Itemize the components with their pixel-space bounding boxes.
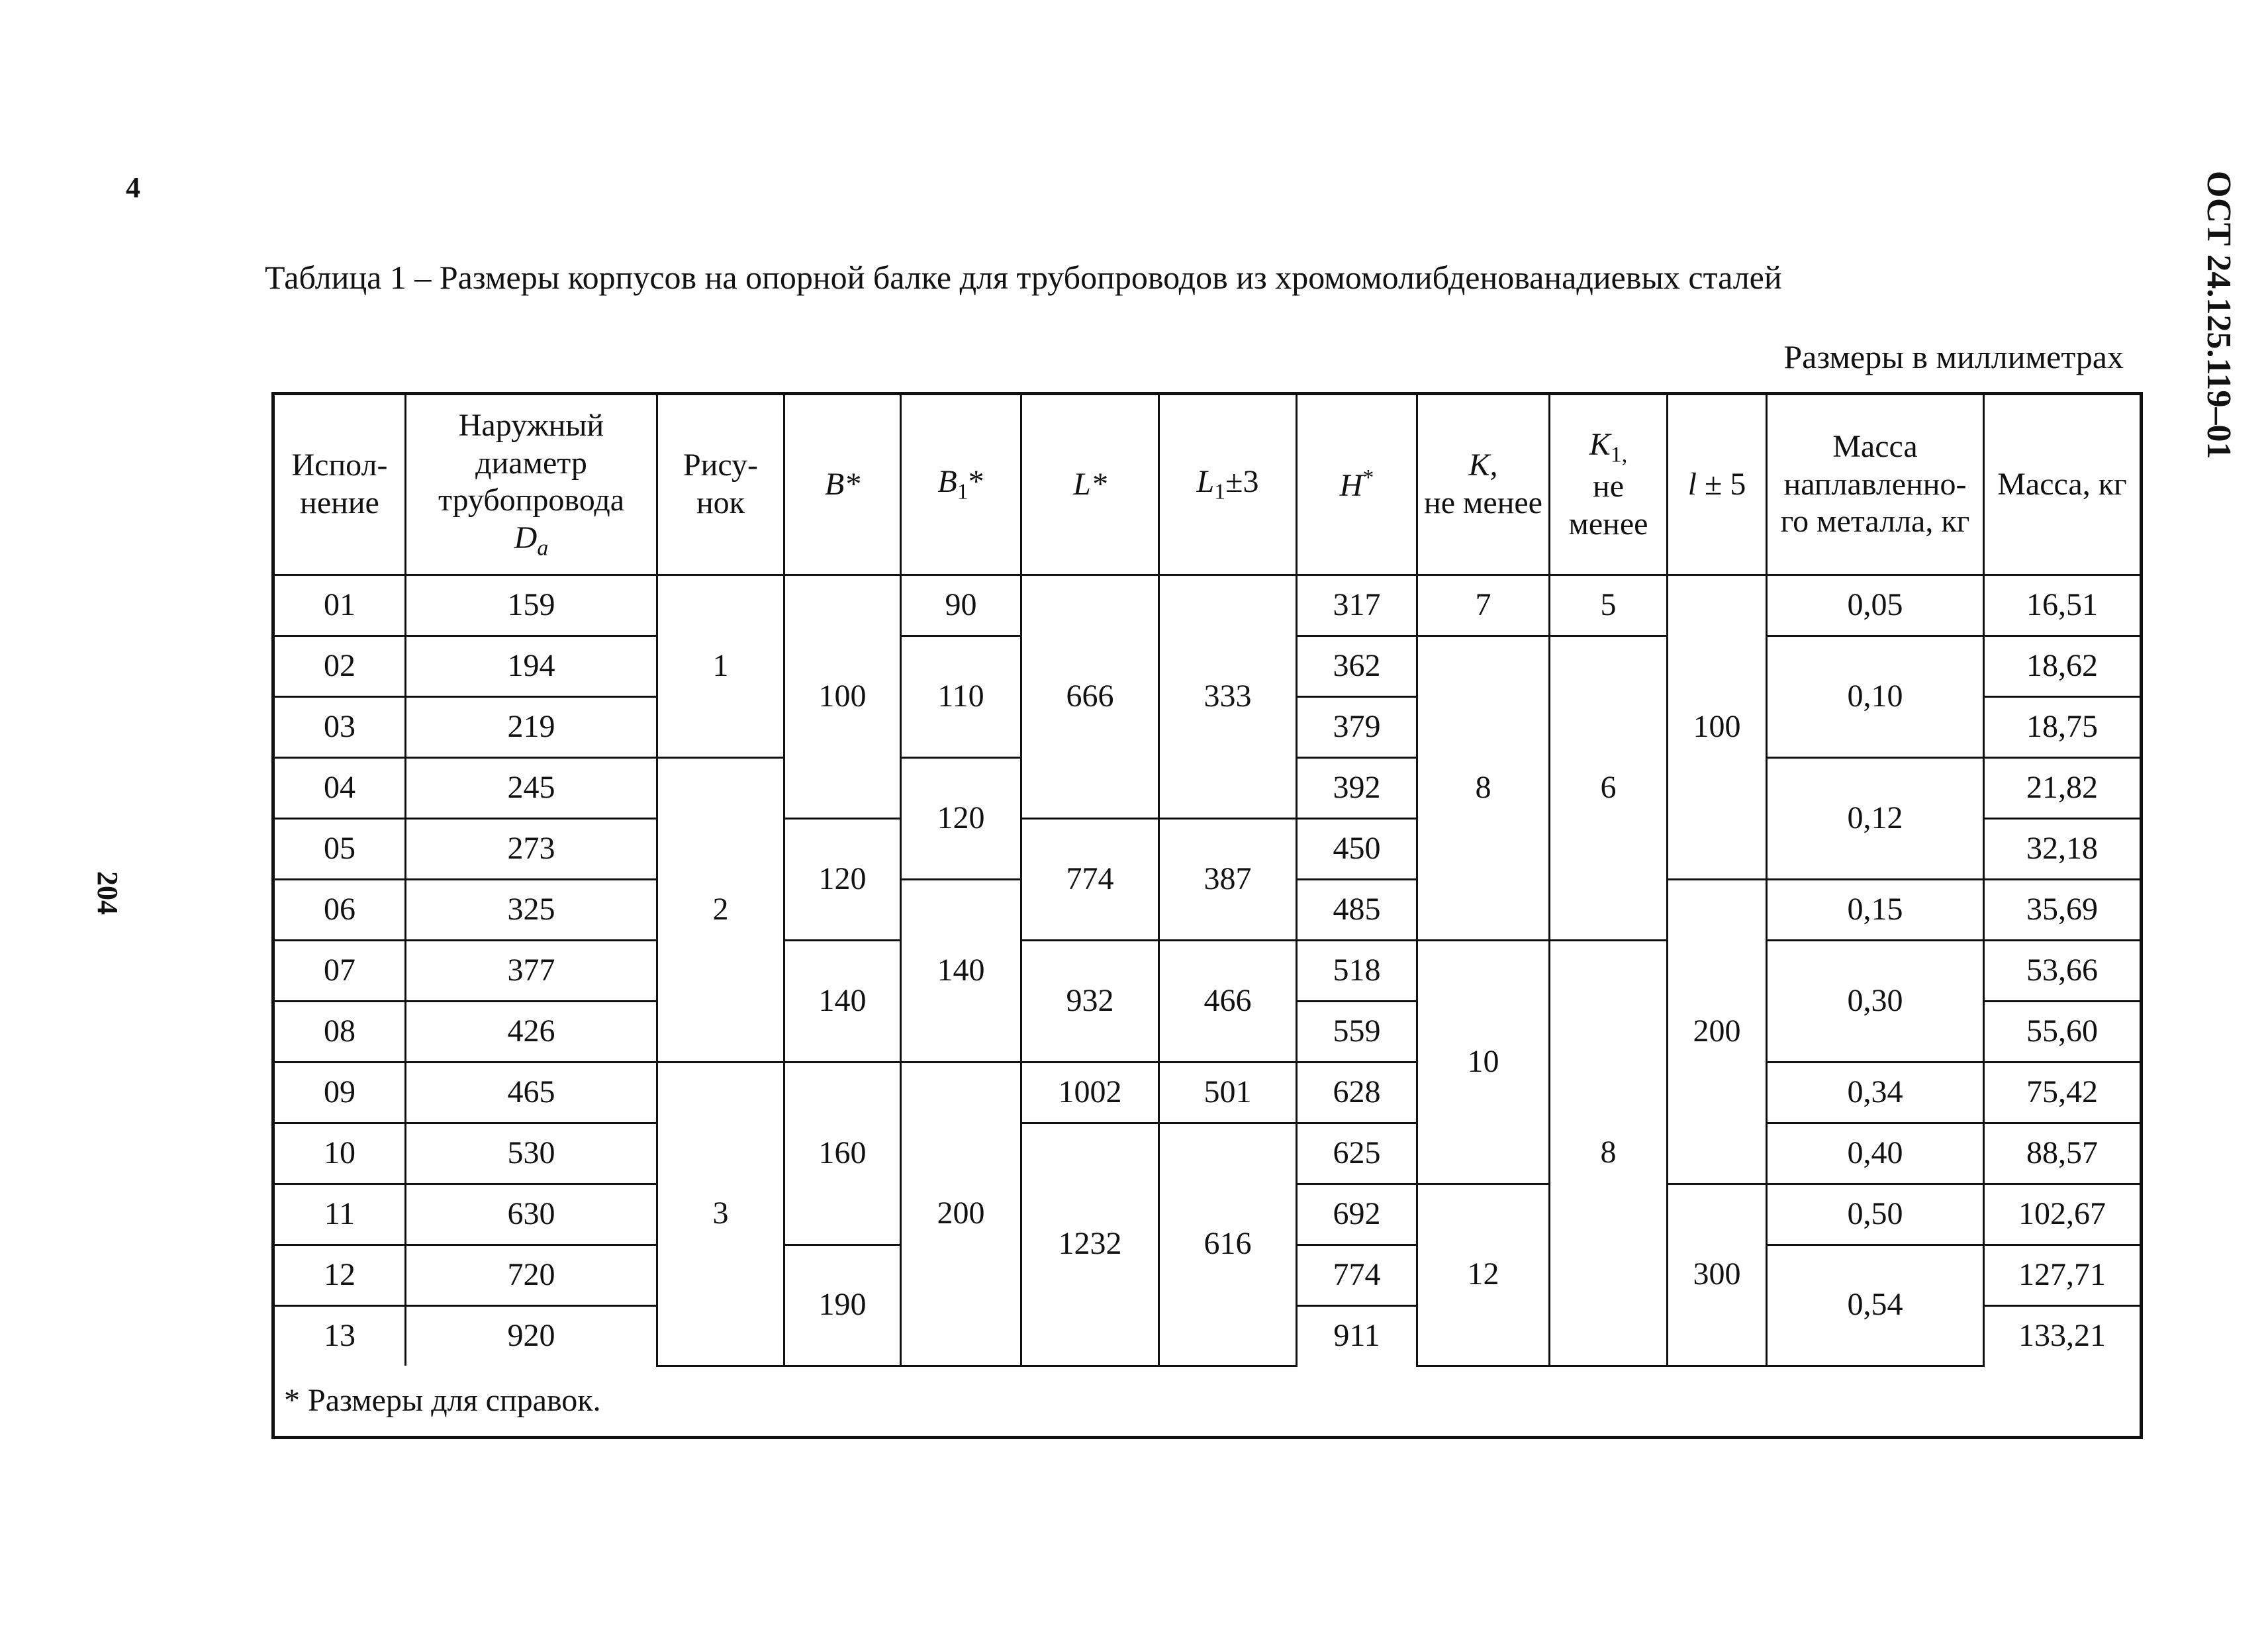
cell-k1: 5: [1550, 575, 1668, 636]
table-row: [273, 1123, 2142, 1184]
cell-k: 10: [1417, 941, 1550, 1184]
header-b: B*: [784, 394, 901, 575]
cell-isp: 12: [273, 1245, 406, 1306]
cell-mass: 32,18: [1984, 819, 2142, 880]
cell-l1: 387: [1159, 819, 1297, 941]
cell-l1: 616: [1159, 1123, 1297, 1366]
cell-mass: 21,82: [1984, 758, 2142, 819]
cell-isp: 13: [273, 1306, 406, 1366]
cell-l1: 501: [1159, 1062, 1297, 1123]
cell-isp: 10: [273, 1123, 406, 1184]
cell-h: 628: [1297, 1062, 1417, 1123]
cell-b1: 120: [901, 758, 1021, 880]
footnote: * Размеры для справок.: [273, 1366, 2142, 1437]
cell-da: 245: [406, 758, 657, 819]
cell-l-small: 200: [1668, 880, 1767, 1184]
cell-b1: 140: [901, 880, 1021, 1062]
cell-isp: 09: [273, 1062, 406, 1123]
cell-h: 450: [1297, 819, 1417, 880]
header-diameter: Наружный диаметр трубопровода $D_a$: [406, 394, 657, 575]
units-note: Размеры в миллиметрах: [1783, 338, 2124, 375]
cell-l: 774: [1021, 819, 1159, 941]
cell-mass-weld: 0,10: [1767, 636, 1984, 758]
cell-mass-weld: 0,54: [1767, 1245, 1984, 1366]
cell-da: 273: [406, 819, 657, 880]
cell-b: 160: [784, 1062, 901, 1245]
cell-l: 1232: [1021, 1123, 1159, 1366]
cell-mass: 102,67: [1984, 1184, 2142, 1245]
cell-mass: 16,51: [1984, 575, 2142, 636]
cell-da: 194: [406, 636, 657, 697]
cell-da: 720: [406, 1245, 657, 1306]
cell-isp: 01: [273, 575, 406, 636]
cell-h: 518: [1297, 941, 1417, 1002]
header-l1: $L_1\pm 3$: [1159, 394, 1297, 575]
cell-mass: 127,71: [1984, 1245, 2142, 1306]
table-caption: Таблица 1 – Размеры корпусов на опорной балке для трубопроводов из хромомолибденованадиевых сталей: [265, 259, 1782, 296]
cell-h: 774: [1297, 1245, 1417, 1306]
cell-b1: 200: [901, 1062, 1021, 1366]
cell-mass: 55,60: [1984, 1002, 2142, 1062]
cell-mass-weld: 0,05: [1767, 575, 1984, 636]
cell-b1: 110: [901, 636, 1021, 758]
cell-mass: 18,62: [1984, 636, 2142, 697]
cell-b: 100: [784, 575, 901, 819]
header-l: L*: [1021, 394, 1159, 575]
cell-mass: 35,69: [1984, 880, 2142, 941]
cell-isp: 03: [273, 697, 406, 758]
page-mark: 4: [126, 171, 140, 204]
cell-isp: 11: [273, 1184, 406, 1245]
cell-mass-weld: 0,40: [1767, 1123, 1984, 1184]
header-mass-weld: Масса наплавленно-го металла, кг: [1767, 394, 1984, 575]
table-container: [271, 392, 2140, 1451]
document-code: ОСТ 24.125.119–01: [2200, 171, 2238, 459]
cell-l-small: 100: [1668, 575, 1767, 880]
cell-l: 666: [1021, 575, 1159, 819]
cell-isp: 02: [273, 636, 406, 697]
cell-da: 377: [406, 941, 657, 1002]
header-l-small: l ± 5: [1668, 394, 1767, 575]
cell-l-small: 300: [1668, 1184, 1767, 1366]
cell-h: 911: [1297, 1306, 1417, 1366]
cell-isp: 06: [273, 880, 406, 941]
cell-da: 920: [406, 1306, 657, 1366]
header-mass: Масса, кг: [1984, 394, 2142, 575]
cell-l1: 333: [1159, 575, 1297, 819]
cell-mass-weld: 0,34: [1767, 1062, 1984, 1123]
cell-da: 325: [406, 880, 657, 941]
header-b1: $B_1*$: [901, 394, 1021, 575]
cell-b: 140: [784, 941, 901, 1062]
cell-da: 465: [406, 1062, 657, 1123]
cell-k: 12: [1417, 1184, 1550, 1366]
cell-isp: 07: [273, 941, 406, 1002]
cell-isp: 04: [273, 758, 406, 819]
header-row: [273, 394, 2142, 575]
cell-h: 379: [1297, 697, 1417, 758]
cell-mass: 133,21: [1984, 1306, 2142, 1366]
footnote-row: [273, 1366, 2142, 1437]
cell-risunok: 3: [657, 1062, 784, 1366]
header-ispolnenie: Испол-нение: [273, 394, 406, 575]
cell-mass-weld: 0,30: [1767, 941, 1984, 1062]
cell-b1: 90: [901, 575, 1021, 636]
cell-da: 426: [406, 1002, 657, 1062]
cell-mass-weld: 0,50: [1767, 1184, 1984, 1245]
cell-h: 362: [1297, 636, 1417, 697]
cell-mass: 18,75: [1984, 697, 2142, 758]
cell-k1: 6: [1550, 636, 1668, 941]
table-row: [273, 575, 2142, 636]
cell-da: 159: [406, 575, 657, 636]
header-k: K, не менее: [1417, 394, 1550, 575]
cell-isp: 08: [273, 1002, 406, 1062]
cell-h: 485: [1297, 880, 1417, 941]
cell-k: 7: [1417, 575, 1550, 636]
cell-isp: 05: [273, 819, 406, 880]
cell-mass-weld: 0,15: [1767, 880, 1984, 941]
cell-risunok: 1: [657, 575, 784, 758]
cell-l: 932: [1021, 941, 1159, 1062]
cell-risunok: 2: [657, 758, 784, 1062]
table-row: [273, 941, 2142, 1002]
cell-h: 692: [1297, 1184, 1417, 1245]
cell-h: 317: [1297, 575, 1417, 636]
cell-l: 1002: [1021, 1062, 1159, 1123]
cell-da: 630: [406, 1184, 657, 1245]
cell-l1: 466: [1159, 941, 1297, 1062]
cell-k1: 8: [1550, 941, 1668, 1366]
cell-h: 392: [1297, 758, 1417, 819]
cell-mass: 53,66: [1984, 941, 2142, 1002]
side-page-number: 204: [91, 871, 124, 915]
cell-b: 120: [784, 819, 901, 941]
cell-b: 190: [784, 1245, 901, 1366]
dimensions-table: [271, 392, 2143, 1439]
cell-mass: 75,42: [1984, 1062, 2142, 1123]
cell-da: 219: [406, 697, 657, 758]
cell-mass: 88,57: [1984, 1123, 2142, 1184]
cell-da: 530: [406, 1123, 657, 1184]
cell-mass-weld: 0,12: [1767, 758, 1984, 880]
cell-k: 8: [1417, 636, 1550, 941]
cell-h: 625: [1297, 1123, 1417, 1184]
header-k1: $K_{1,}$ не менее: [1550, 394, 1668, 575]
cell-h: 559: [1297, 1002, 1417, 1062]
header-risunok: Рису-нок: [657, 394, 784, 575]
header-h: H*: [1297, 394, 1417, 575]
table-row: [273, 1062, 2142, 1123]
